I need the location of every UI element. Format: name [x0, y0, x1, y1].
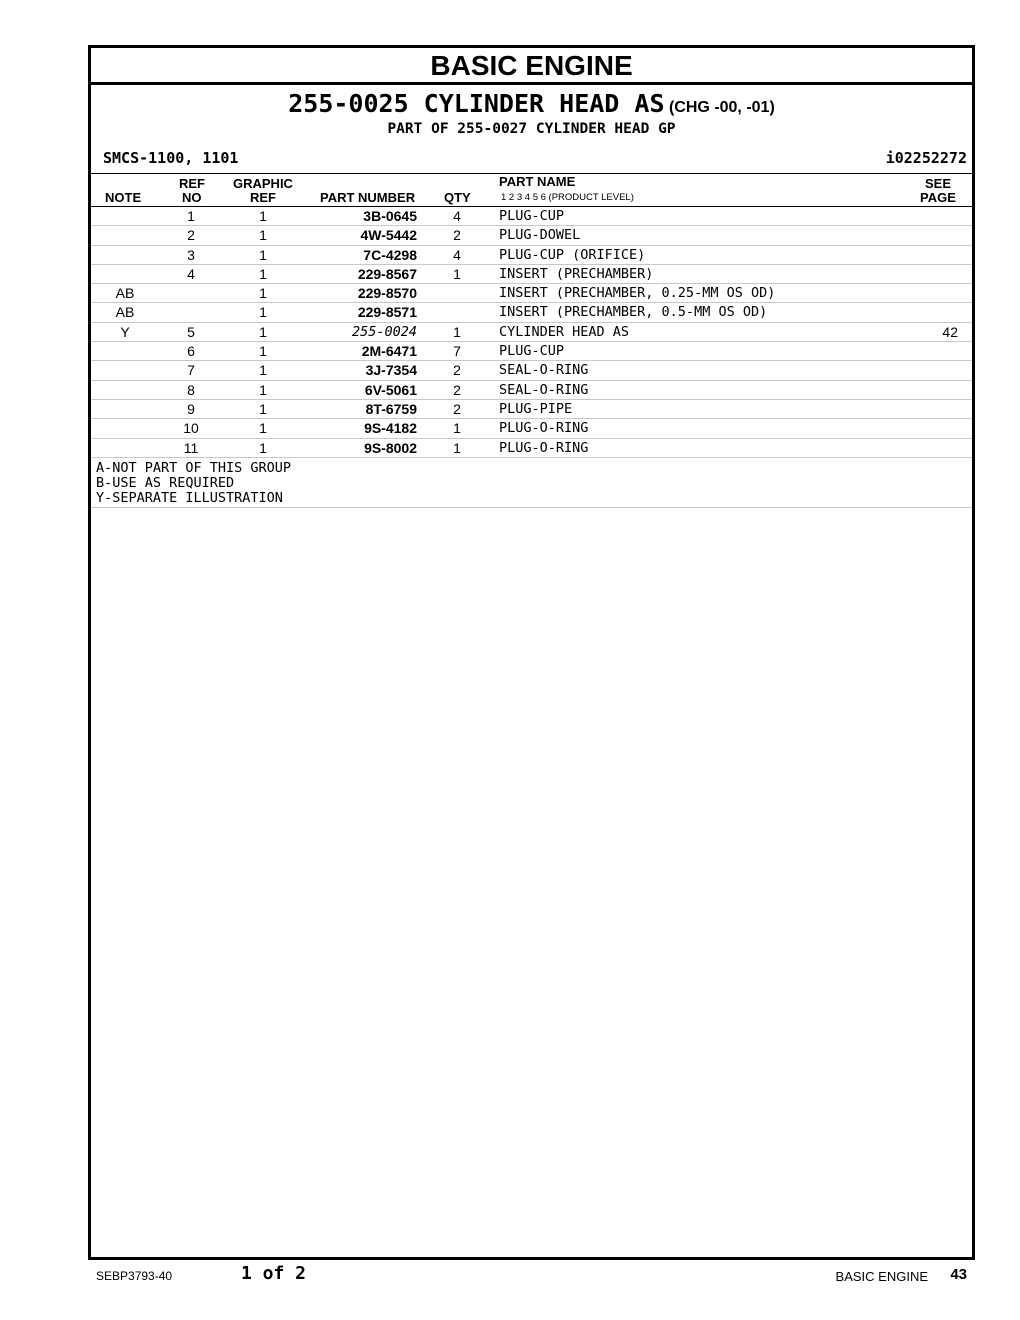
illustration-id: i02252272 [885, 149, 967, 167]
row-part-name: CYLINDER HEAD AS [499, 323, 630, 340]
notes-legend [91, 458, 972, 508]
col-product-levels: 1 2 3 4 5 6 (PRODUCT LEVEL) [501, 192, 634, 203]
table-row [91, 265, 972, 284]
row-qty: 1 [453, 439, 461, 456]
row-graphic-ref: 1 [259, 265, 267, 282]
row-part-number[interactable]: 2M-6471 [361, 343, 417, 360]
col-graphic-top: GRAPHIC [233, 176, 293, 191]
page-footer [0, 1263, 1020, 1293]
row-part-number[interactable]: 7C-4298 [363, 246, 417, 263]
row-graphic-ref: 1 [259, 381, 267, 398]
table-row [91, 342, 972, 361]
table-row [91, 246, 972, 265]
row-graphic-ref: 1 [259, 208, 267, 224]
row-part-name: PLUG-O-RING [499, 439, 589, 456]
table-row [91, 284, 972, 303]
group-title: 255-0025 CYLINDER HEAD AS [288, 89, 665, 118]
group-title-line [91, 89, 972, 118]
table-row [91, 361, 972, 380]
row-part-number[interactable]: 255-0024 [351, 323, 417, 340]
row-ref-no: 5 [187, 323, 195, 340]
parts-table-body [91, 207, 972, 458]
row-qty: 2 [453, 400, 461, 417]
row-note: Y [120, 323, 130, 340]
row-graphic-ref: 1 [259, 323, 267, 340]
table-row [91, 381, 972, 400]
row-ref-no: 6 [187, 343, 195, 360]
row-ref-no: 11 [183, 439, 199, 456]
row-part-number[interactable]: 229-8567 [357, 265, 417, 282]
group-subtitle: PART OF 255-0027 CYLINDER HEAD GP [387, 121, 676, 137]
col-ref-bottom: NO [182, 190, 202, 205]
col-see-top: SEE [925, 176, 952, 191]
note-line-b: B-USE AS REQUIRED [96, 474, 235, 491]
row-graphic-ref: 1 [259, 246, 267, 263]
row-ref-no: 3 [187, 246, 195, 263]
row-ref-no: 2 [187, 227, 195, 244]
table-row [91, 439, 972, 458]
row-ref-no: 7 [187, 362, 195, 379]
row-ref-no: 4 [187, 265, 195, 282]
note-line-y: Y-SEPARATE ILLUSTRATION [96, 489, 283, 506]
row-part-number[interactable]: 229-8571 [357, 304, 417, 321]
col-see-bottom: PAGE [920, 190, 956, 205]
change-note: (CHG -00, -01) [668, 99, 775, 116]
row-graphic-ref: 1 [259, 227, 267, 244]
row-qty: 1 [453, 420, 461, 437]
smcs-code: SMCS-1100, 1101 [103, 149, 239, 167]
col-ref-top: REF [179, 176, 205, 191]
row-part-number[interactable]: 3J-7354 [365, 362, 417, 379]
row-part-name: SEAL-O-RING [499, 362, 589, 379]
row-part-number[interactable]: 3B-0645 [363, 208, 417, 224]
row-part-number[interactable]: 4W-5442 [360, 227, 417, 244]
table-row [91, 419, 972, 438]
row-part-name: PLUG-CUP (ORIFICE) [499, 246, 646, 263]
row-qty: 2 [453, 381, 461, 398]
row-qty: 1 [453, 323, 461, 340]
row-part-name: INSERT (PRECHAMBER, 0.25-MM OS OD) [499, 285, 776, 302]
col-part-number: PART NUMBER [320, 190, 416, 205]
row-graphic-ref: 1 [259, 304, 267, 321]
section-title: BASIC ENGINE [91, 48, 972, 85]
row-part-name: PLUG-DOWEL [499, 227, 581, 244]
row-qty: 4 [453, 208, 461, 224]
table-row [91, 303, 972, 322]
col-graphic-bottom: REF [250, 190, 276, 205]
parts-page-frame [88, 45, 975, 1260]
row-ref-no: 1 [187, 208, 195, 224]
row-part-name: SEAL-O-RING [499, 381, 589, 398]
row-graphic-ref: 1 [259, 343, 267, 360]
table-row [91, 207, 972, 226]
row-graphic-ref: 1 [259, 420, 267, 437]
row-qty: 2 [453, 362, 461, 379]
row-part-name: PLUG-CUP [499, 208, 565, 224]
row-see-page[interactable]: 42 [942, 323, 958, 340]
row-part-name: PLUG-PIPE [499, 400, 573, 417]
row-part-name: PLUG-O-RING [499, 420, 589, 437]
table-row [91, 323, 972, 342]
row-part-name: INSERT (PRECHAMBER, 0.5-MM OS OD) [499, 304, 768, 321]
row-qty: 4 [453, 246, 461, 263]
footer-section: BASIC ENGINE [835, 1269, 928, 1284]
row-part-name: PLUG-CUP [499, 343, 565, 360]
doc-number: SEBP3793-40 [96, 1269, 173, 1283]
row-graphic-ref: 1 [259, 285, 267, 302]
row-part-number[interactable]: 229-8570 [357, 285, 417, 302]
row-ref-no: 10 [183, 420, 199, 437]
row-part-number[interactable]: 8T-6759 [365, 400, 417, 417]
row-ref-no: 9 [187, 400, 195, 417]
row-part-number[interactable]: 9S-8002 [364, 439, 417, 456]
page-of-count: 1 of 2 [241, 1263, 307, 1284]
row-qty: 7 [453, 343, 461, 360]
row-part-number[interactable]: 6V-5061 [364, 381, 417, 398]
column-headers [91, 174, 972, 207]
row-part-number[interactable]: 9S-4182 [364, 420, 417, 437]
row-note: AB [115, 285, 135, 302]
row-part-name: INSERT (PRECHAMBER) [499, 265, 654, 282]
col-note: NOTE [105, 190, 142, 205]
col-part-name: PART NAME [499, 174, 576, 189]
row-qty: 1 [453, 265, 461, 282]
row-graphic-ref: 1 [259, 439, 267, 456]
row-ref-no: 8 [187, 381, 195, 398]
table-row [91, 226, 972, 245]
row-note: AB [115, 304, 135, 321]
page-number: 43 [950, 1266, 967, 1283]
row-graphic-ref: 1 [259, 400, 267, 417]
row-graphic-ref: 1 [259, 362, 267, 379]
group-header [91, 85, 972, 174]
note-line-a: A-NOT PART OF THIS GROUP [96, 459, 292, 476]
col-qty: QTY [444, 190, 471, 205]
table-row [91, 400, 972, 419]
row-qty: 2 [453, 227, 461, 244]
